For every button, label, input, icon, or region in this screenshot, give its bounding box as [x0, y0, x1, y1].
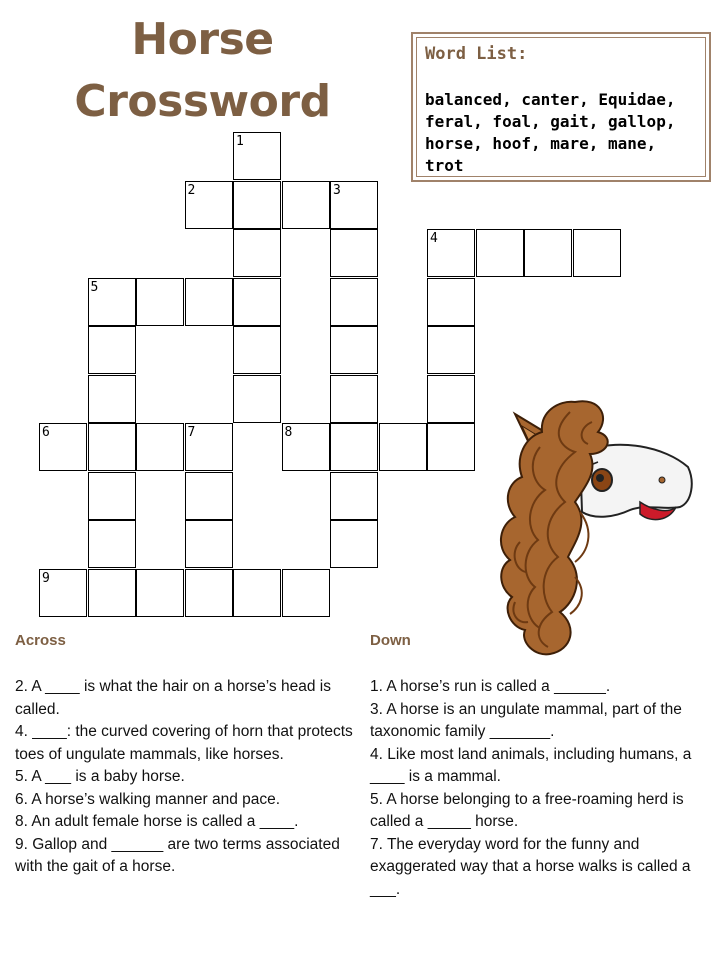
crossword-cell[interactable]	[233, 229, 281, 277]
crossword-cell[interactable]	[88, 569, 136, 617]
crossword-cell[interactable]	[476, 229, 524, 277]
word-list-heading: Word List:	[425, 44, 528, 64]
across-clue: 5. A ___ is a baby horse.	[15, 768, 185, 785]
across-clue: 8. An adult female horse is called a ____.	[15, 813, 299, 830]
down-heading: Down	[370, 632, 411, 649]
across-heading: Across	[15, 632, 66, 649]
horse-head-illustration	[480, 392, 710, 662]
crossword-cell[interactable]	[233, 132, 281, 180]
crossword-cell[interactable]	[185, 423, 233, 471]
crossword-cell[interactable]	[233, 375, 281, 423]
crossword-cell[interactable]	[330, 181, 378, 229]
title-line-1: Horse	[131, 14, 274, 65]
crossword-cell[interactable]	[88, 326, 136, 374]
crossword-cell[interactable]	[88, 423, 136, 471]
crossword-cell[interactable]	[185, 569, 233, 617]
crossword-cell[interactable]	[88, 520, 136, 568]
crossword-cell[interactable]	[88, 472, 136, 520]
crossword-cell[interactable]	[185, 472, 233, 520]
down-clue: 7. The everyday word for the funny and exaggerated way that a horse walks is called a ___.	[370, 835, 691, 898]
down-clue: 3. A horse is an ungulate mammal, part of the taxonomic family _______.	[370, 700, 682, 740]
crossword-cell[interactable]	[185, 520, 233, 568]
crossword-cell[interactable]	[427, 423, 475, 471]
clue-number: 4	[430, 231, 438, 246]
crossword-cell[interactable]	[185, 278, 233, 326]
crossword-cell[interactable]	[88, 375, 136, 423]
crossword-cell[interactable]	[185, 181, 233, 229]
crossword-cell[interactable]	[282, 569, 330, 617]
down-clue: 1. A horse’s run is called a ______.	[370, 678, 611, 695]
crossword-cell[interactable]	[88, 278, 136, 326]
crossword-cell[interactable]	[330, 229, 378, 277]
title-line-2: Crossword	[74, 76, 331, 127]
crossword-cell[interactable]	[330, 520, 378, 568]
across-clue: 4. ____: the curved covering of horn that protects toes of ungulate mammals, like horses.	[15, 723, 353, 763]
crossword-cell[interactable]	[330, 375, 378, 423]
down-clue: 4. Like most land animals, including humans, a ____ is a mammal.	[370, 745, 692, 785]
crossword-cell[interactable]	[330, 326, 378, 374]
crossword-cell[interactable]	[136, 423, 184, 471]
across-clue: 6. A horse’s walking manner and pace.	[15, 790, 281, 808]
crossword-cell[interactable]	[233, 181, 281, 229]
crossword-cell[interactable]	[282, 181, 330, 229]
crossword-cell[interactable]	[330, 472, 378, 520]
clue-number: 7	[187, 425, 196, 440]
crossword-cell[interactable]	[330, 423, 378, 471]
crossword-cell[interactable]	[330, 278, 378, 326]
clue-number: 6	[42, 425, 50, 440]
crossword-cell[interactable]	[233, 326, 281, 374]
clue-number: 9	[42, 570, 50, 586]
crossword-cell[interactable]	[282, 423, 330, 471]
crossword-cell[interactable]	[136, 569, 184, 617]
crossword-cell[interactable]	[524, 229, 572, 277]
clue-number: 1	[236, 134, 244, 149]
word-list-box	[411, 32, 711, 182]
crossword-cell[interactable]	[427, 278, 475, 326]
crossword-cell[interactable]	[233, 569, 281, 617]
down-clues	[370, 676, 715, 901]
crossword-cell[interactable]	[427, 375, 475, 423]
word-list-words: balanced, canter, Equidae, feral, foal, gait, gallop, horse, hoof, mare, mane, trot	[425, 90, 676, 175]
crossword-cell[interactable]	[427, 326, 475, 374]
clue-number: 5	[90, 279, 99, 295]
crossword-cell[interactable]	[39, 569, 87, 617]
down-clue: 5. A horse belonging to a free-roaming herd is called a _____ horse.	[370, 790, 684, 830]
crossword-cell[interactable]	[233, 278, 281, 326]
across-clue: 9. Gallop and ______ are two terms associated with the gait of a horse.	[15, 835, 340, 875]
crossword-cell[interactable]	[379, 423, 427, 471]
crossword-cell[interactable]	[136, 278, 184, 326]
crossword-cell[interactable]	[39, 423, 87, 471]
crossword-cell[interactable]	[573, 229, 621, 277]
clue-number: 2	[187, 182, 196, 198]
crossword-cell[interactable]	[427, 229, 475, 277]
across-clue: 2. A ____ is what the hair on a horse’s head is called.	[15, 678, 331, 718]
across-clues	[15, 676, 355, 879]
clue-number: 3	[333, 182, 341, 198]
clue-number: 8	[284, 425, 293, 440]
